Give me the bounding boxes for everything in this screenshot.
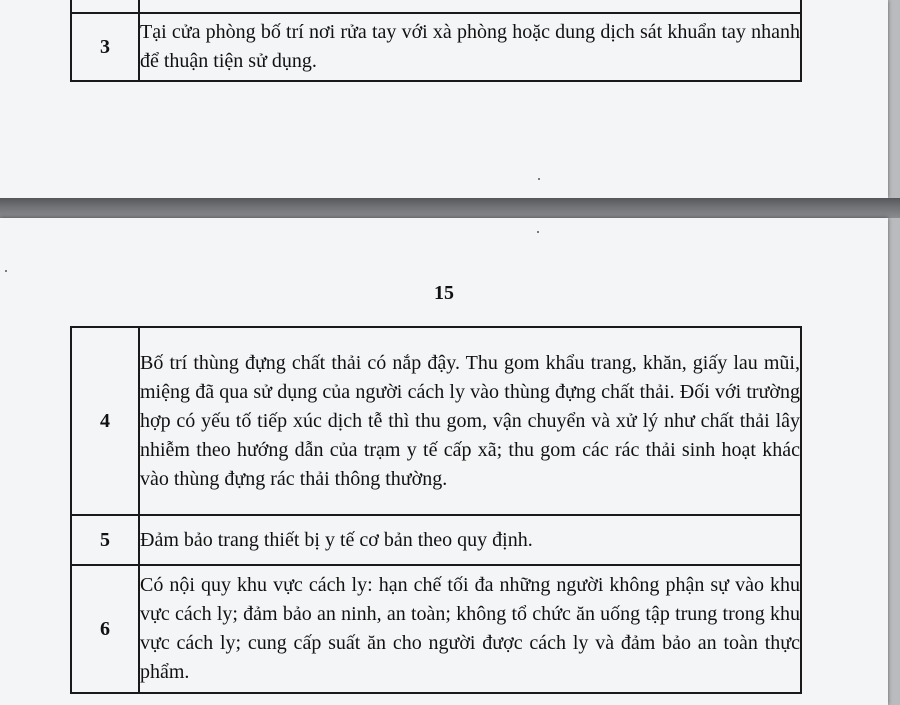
page-separator bbox=[0, 198, 900, 218]
row-text: Bố trí thùng đựng chất thải có nắp đậy. Thu gom khẩu trang, khăn, giấy lau mũi, miệng đã qua sử dụng của người cách ly vào thùng đựng chất thải. Đối với trường hợp có yếu tố tiếp xúc dịch tễ thì thu gom, vận chuyển và xử lý như chất thải lây nhiễm theo hướng dẫn của trạm y tế cấp xã; thu gom các rác thải sinh hoạt khác vào thùng đựng rác thải thông thường. bbox=[139, 327, 801, 515]
page-number: 15 bbox=[434, 282, 454, 304]
row-text: Có nội quy khu vực cách ly: hạn chế tối đa những người không phận sự vào khu vực cách ly; đảm bảo an ninh, an toàn; không tổ chức ăn uống tập trung trong khu vực cách ly; cung cấp suất ăn cho người được cách ly và đảm bảo an toàn thực phẩm. bbox=[139, 565, 801, 693]
table-row bbox=[71, 515, 801, 565]
checklist-table bbox=[70, 326, 802, 694]
row-number: 4 bbox=[71, 327, 139, 515]
table-row bbox=[71, 565, 801, 693]
row-text: Đảm bảo trang thiết bị y tế cơ bản theo quy định. bbox=[139, 515, 801, 565]
scan-speck bbox=[5, 270, 7, 272]
scan-speck bbox=[537, 231, 539, 233]
scan-speck bbox=[538, 178, 540, 180]
table-row bbox=[71, 13, 801, 81]
table-row-previous-edge bbox=[71, 0, 801, 13]
document-page-upper bbox=[0, 0, 888, 198]
viewer-background-strip bbox=[888, 0, 900, 705]
row-number: 6 bbox=[71, 565, 139, 693]
row-number: 3 bbox=[71, 13, 139, 81]
row-text: Tại cửa phòng bố trí nơi rửa tay với xà phòng hoặc dung dịch sát khuẩn tay nhanh để thuận tiện sử dụng. bbox=[139, 13, 801, 81]
table-row bbox=[71, 327, 801, 515]
document-page-lower bbox=[0, 218, 888, 705]
row-number: 5 bbox=[71, 515, 139, 565]
checklist-table-continued bbox=[70, 0, 802, 82]
